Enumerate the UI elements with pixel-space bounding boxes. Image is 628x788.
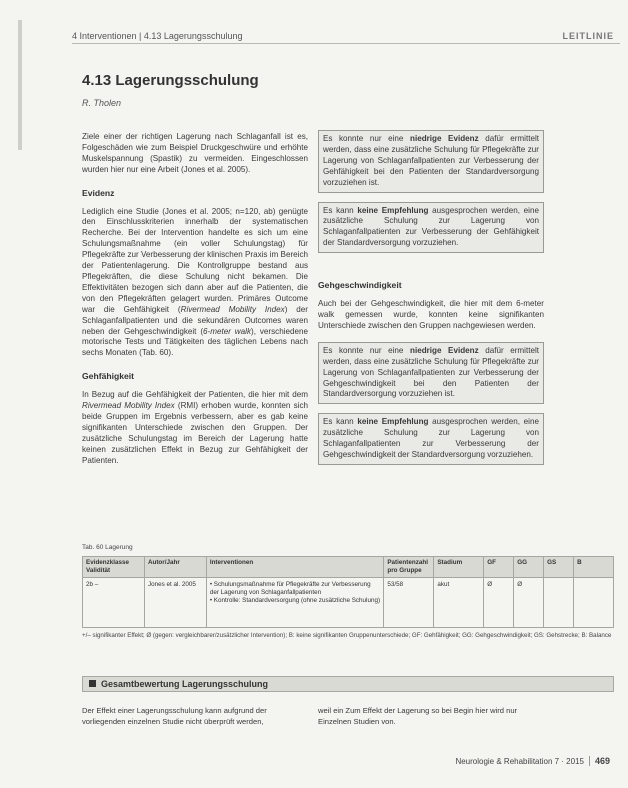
table-cell: Jones et al. 2005 (144, 578, 206, 628)
table-header: B (574, 557, 614, 578)
box3-bold: niedrige Evidenz (410, 345, 479, 355)
square-bullet-icon (89, 680, 96, 687)
box3-suffix: dafür ermittelt werden, dass eine zusätzliche Schulung für Pflegekräfte zur Lagerung von Schlaganfallpatienten zur Verbesserung der Gehgeschwindigkeit bei den Patienten der Standardversorgung vorzuziehen ist. (323, 345, 539, 399)
section-label: LEITLINIE (562, 31, 614, 41)
summary-heading (82, 676, 614, 692)
table-header: Evidenzklasse Validität (83, 557, 145, 578)
walking-heading: Gehfähigkeit (82, 371, 135, 382)
running-header (72, 28, 620, 44)
journal-name: Neurologie & Rehabilitation 7 · 2015 (455, 757, 584, 766)
evidence-paragraph (82, 207, 308, 360)
evidence-text-1: Lediglich eine Studie (Jones et al. 2005; n=120, ab) genügte den Einschlusskriterien innerhalb der systematischen Recherche. Bei der Intervention handelte es sich um eine Schulungsmaßnahme (ein voller Schulungstag) für Pflegekräfte zur Verbesserung der klinischen Praxis im Bereich der Patientenlagerung. Die Kontrollgruppe bestand aus Pflegekräften, die diese Schulung nicht bekamen. Die Effektivitäten bezogen sich dann aber auf die Patienten, die von den Pflegekräften gelagert wurden. Primäres Outcome war die Gehfähigkeit ( (82, 206, 308, 314)
box4-bold: keine Empfehlung (357, 417, 429, 427)
table-cell: 53/58 (384, 578, 434, 628)
walking-paragraph (82, 390, 308, 466)
evidence-italic-2: 6-meter walk (203, 326, 252, 336)
box2-suffix: ausgesprochen werden, eine zusätzliche Schulung zur Lagerung von Schlaganfallpatienten zur Verbesserung der Gehfähigkeit der Standardversorgung vorzuziehen. (323, 205, 539, 248)
evidence-text-2: ) der Schlaganfallpatienten und die sekundären Outcomes waren neben der Gehgeschwindigkeit ( (82, 304, 308, 336)
page-number: 469 (589, 756, 610, 766)
table-cell (574, 578, 614, 628)
left-column (82, 132, 308, 466)
intro-paragraph: Ziele einer der richtigen Lagerung nach Schlaganfall ist es, Folgeschäden wie zum Beispiel Druckgeschwüre und erhöhte Muskelspannung (Spastik) zu vermeiden. Eingeschlossen wurden hier nur eine Arbeit (Jones et al. 2005). (82, 132, 308, 174)
breadcrumb: 4 Interventionen | 4.13 Lagerungsschulung (72, 31, 243, 41)
summary-left: Der Effekt einer Lagerungsschulung kann aufgrund der vorliegenden einzelnen Studie nicht überprüft werden, (82, 706, 267, 726)
table-footnote: +/– signifikanter Effekt; Ø (gegen: vergleichbarer/zusätzlicher Intervention); B: keine signifikanten Gruppenunterschiede; GF: Gehfähigkeit; GG: Gehgeschwindigkeit; GS: Gehstrecke; B: Balance (82, 632, 612, 639)
table-caption: Tab. 60 Lagerung (82, 544, 133, 551)
recommendation-box-walking (318, 202, 544, 254)
table-cell (544, 578, 574, 628)
table-cell: Ø (484, 578, 514, 628)
margin-rule (18, 20, 22, 150)
table-cell: 2b – (83, 578, 145, 628)
box2-bold: keine Empfehlung (357, 205, 429, 215)
evidence-box-walking (318, 130, 544, 193)
table-cell: akut (434, 578, 484, 628)
table-header: GF (484, 557, 514, 578)
table-header: Autor/Jahr (144, 557, 206, 578)
walking-text-2: (RMI) erhoben wurde, konnten sich beide Gruppen im Ergebnis verbessern, aber es gab keine signifikanten Unterschiede zwischen den Gruppen. Der zusätzliche Schulungstag im Bereich der Lagerung hatte keinen zusätzlichen Effekt in Bezug zur Gehfähigkeit der Patienten. (82, 401, 308, 465)
box1-bold: niedrige Evidenz (410, 134, 479, 143)
table-header: GG (514, 557, 544, 578)
table-header: GS (544, 557, 574, 578)
page-footer (455, 756, 610, 766)
walking-italic: Rivermead Mobility Index (82, 401, 175, 411)
summary-title: Gesamtbewertung Lagerungsschulung (101, 679, 269, 689)
right-column (318, 130, 544, 474)
summary-right: weil ein Zum Effekt der Lagerung so bei Begin hier wird nur Einzelnen Studien von. (318, 706, 518, 726)
speed-heading: Gehgeschwindigkeit (318, 280, 402, 291)
table-header-row (83, 557, 614, 578)
evidence-table (82, 556, 614, 628)
box2-prefix: Es kann (323, 205, 358, 215)
table-header: Stadium (434, 557, 484, 578)
table-header: Patientenzahl pro Gruppe (384, 557, 434, 578)
table-cell: • Schulungsmaßnahme für Pflegekräfte zur Verbesserung der Lagerung von Schlaganfallpatienten • Kontrolle: Standardversorgung (ohne zusätzliche Schulung) (206, 578, 384, 628)
author: R. Tholen (82, 98, 122, 108)
evidence-heading: Evidenz (82, 187, 115, 198)
box4-suffix: ausgesprochen werden, eine zusätzliche Schulung zur Lagerung von Schlaganfallpatienten zur Verbesserung der Gehgeschwindigkeit der Standardversorgung vorzuziehen. (323, 417, 539, 460)
recommendation-box-speed (318, 413, 544, 465)
table-row (83, 578, 614, 628)
evidence-box-speed (318, 342, 544, 405)
evidence-text-3: ), verschiedene motorische Tests und Tätigkeiten des täglichen Lebens nach sechs Monaten (Tab. 60). (82, 326, 308, 358)
table-cell: Ø (514, 578, 544, 628)
box3-prefix: Es konnte nur eine (323, 345, 410, 355)
walking-text-1: In Bezug auf die Gehfähigkeit der Patienten, die hier mit dem (82, 390, 308, 400)
speed-paragraph: Auch bei der Gehgeschwindigkeit, die hier mit dem 6-meter walk gemessen wurde, konnten keine signifikanten Unterschiede zwischen den Gruppen nachgewiesen werden. (318, 299, 544, 330)
page-title: 4.13 Lagerungsschulung (82, 72, 259, 89)
evidence-italic-1: Rivermead Mobility Index (180, 304, 285, 314)
table-header: Interventionen (206, 557, 384, 578)
box1-prefix: Es konnte nur eine (323, 134, 410, 143)
box4-prefix: Es kann (323, 417, 358, 427)
box1-suffix: dafür ermittelt werden, dass eine zusätzliche Schulung für Pflegekräfte zur Lagerung von Schlaganfallpatienten zur Verbesserung der Gehfähigkeit bei den Patienten der Standardversorgung vorzuziehen ist. (323, 134, 539, 187)
